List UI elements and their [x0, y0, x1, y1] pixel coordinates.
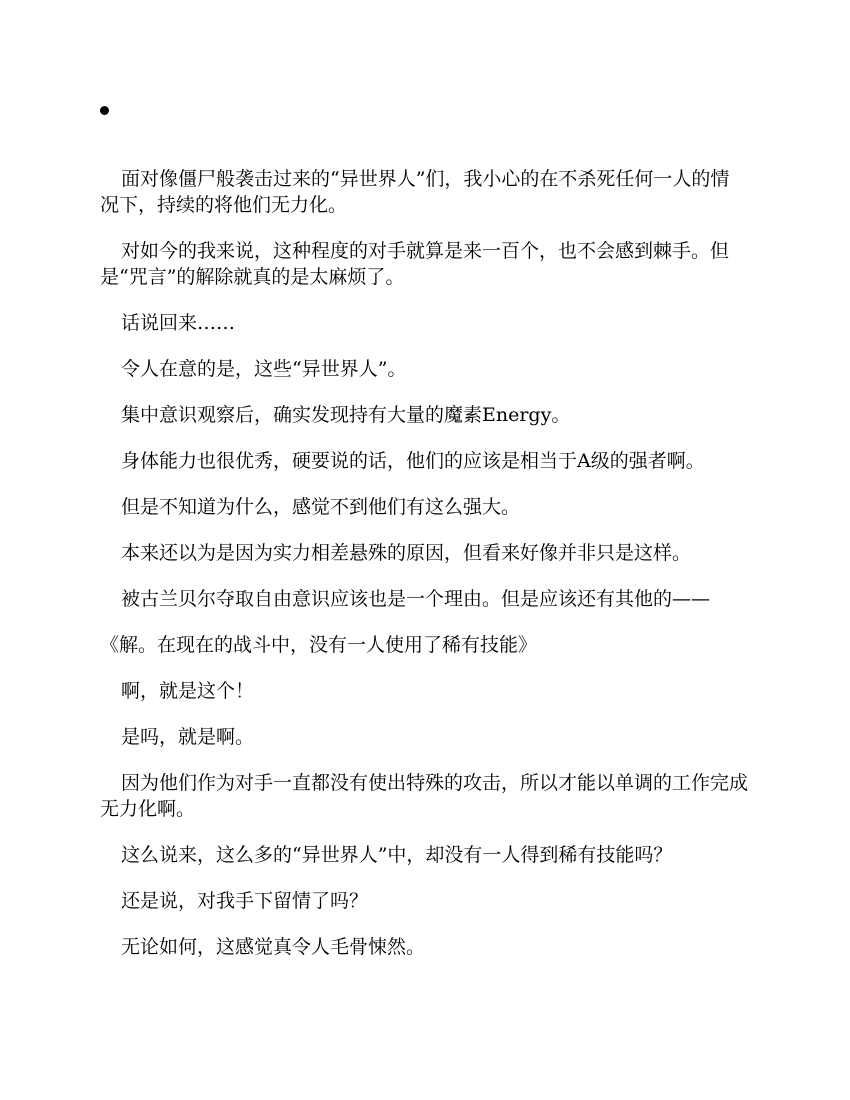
paragraph: 这么说来，这么多的“异世界人”中，却没有一人得到稀有技能吗？ [121, 844, 673, 866]
paragraph: 本来还以为是因为实力相差悬殊的原因，但看来好像并非只是这样。 [121, 542, 692, 564]
paragraph: 集中意识观察后，确实发现持有大量的魔素Energy。 [121, 404, 571, 426]
paragraph: 面对像僵尸般袭击过来的“异世界人”们，我小心的在不杀死任何一人的情况下，持续的将他们无力化。 [100, 168, 730, 216]
paragraph: 是吗，就是啊。 [121, 726, 255, 748]
paragraph: 无论如何，这感觉真令人毛骨悚然。 [121, 936, 426, 958]
paragraph: 但是不知道为什么，感觉不到他们有这么强大。 [121, 496, 521, 518]
paragraph: 啊，就是这个！ [121, 680, 255, 702]
paragraph: 身体能力也很优秀，硬要说的话，他们的应该是相当于A级的强者啊。 [121, 450, 705, 472]
paragraph: 话说回来…… [121, 312, 236, 334]
paragraph: 令人在意的是，这些“异世界人”。 [121, 358, 407, 380]
document-body [100, 166, 748, 980]
paragraph: 还是说，对我手下留情了吗？ [121, 890, 369, 912]
paragraph: 被古兰贝尔夺取自由意识应该也是一个理由。但是应该还有其他的—— [121, 588, 711, 610]
paragraph: 对如今的我来说，这种程度的对手就算是来一百个，也不会感到棘手。但是“咒言”的解除就真的是太麻烦了。 [100, 240, 730, 288]
bullet-icon [100, 106, 109, 115]
paragraph: 《解。在现在的战斗中，没有一人使用了稀有技能》 [100, 634, 538, 656]
paragraph: 因为他们作为对手一直都没有使出特殊的攻击，所以才能以单调的工作完成无力化啊。 [100, 772, 749, 820]
